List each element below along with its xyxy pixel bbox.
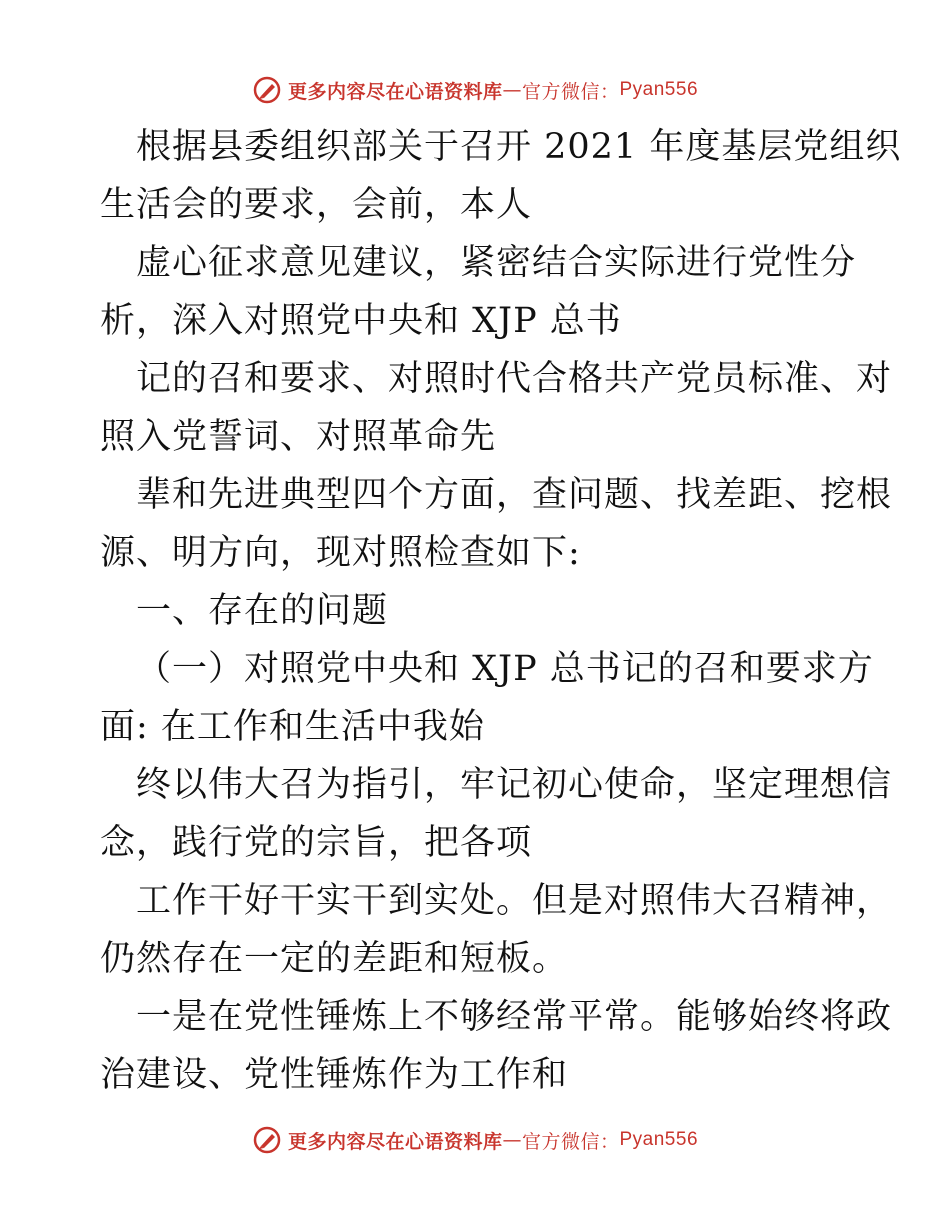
- text-line: 析，深入对照党中央和 XJP 总书: [100, 301, 622, 341]
- watermark-separator: —: [502, 1129, 522, 1151]
- watermark-wechat-id: Pyan556: [619, 1129, 699, 1150]
- watermark-site-text: 更多内容尽在心语资料库: [287, 1130, 503, 1153]
- watermark-site-text: 更多内容尽在心语资料库: [287, 80, 503, 103]
- text-line: 终以伟大召为指引，牢记初心使命，坚定理想信: [136, 765, 893, 805]
- text-line: 仍然存在一定的差距和短板。: [100, 939, 569, 979]
- text-line: 生活会的要求，会前，本人: [100, 185, 533, 225]
- text-line: 一是在党性锤炼上不够经常平常。能够始终将政: [136, 997, 893, 1037]
- pen-logo-icon: [252, 1125, 282, 1155]
- text-line: 源、明方向，现对照检查如下:: [100, 533, 581, 573]
- text-line: 治建设、党性锤炼作为工作和: [100, 1055, 569, 1095]
- text-line: 根据县委组织部关于召开 2021 年度基层党组织: [136, 127, 902, 167]
- text-line: 虚心征求意见建议，紧密结合实际进行党性分: [136, 243, 857, 283]
- text-line: 辈和先进典型四个方面，查问题、找差距、挖根: [136, 475, 893, 515]
- text-line: 记的召和要求、对照时代合格共产党员标准、对: [136, 359, 893, 399]
- watermark-separator: —: [502, 79, 522, 101]
- text-line: 照入党誓词、对照革命先: [100, 417, 497, 457]
- watermark-footer: [0, 1120, 950, 1160]
- document-body: [100, 118, 902, 1104]
- text-line: 面: 在工作和生活中我始: [100, 707, 485, 747]
- section-heading: 一、存在的问题: [136, 591, 389, 631]
- watermark-wechat-label: 官方微信：: [521, 80, 620, 103]
- watermark-wechat-label: 官方微信：: [521, 1130, 620, 1153]
- pen-logo-icon: [252, 75, 282, 105]
- subsection-heading: （一）对照党中央和 XJP 总书记的召和要求方: [136, 649, 874, 689]
- watermark-header: [0, 70, 950, 110]
- text-line: 念，践行党的宗旨，把各项: [100, 823, 533, 863]
- watermark-wechat-id: Pyan556: [619, 79, 699, 100]
- text-line: 工作干好干实干到实处。但是对照伟大召精神，: [136, 881, 893, 921]
